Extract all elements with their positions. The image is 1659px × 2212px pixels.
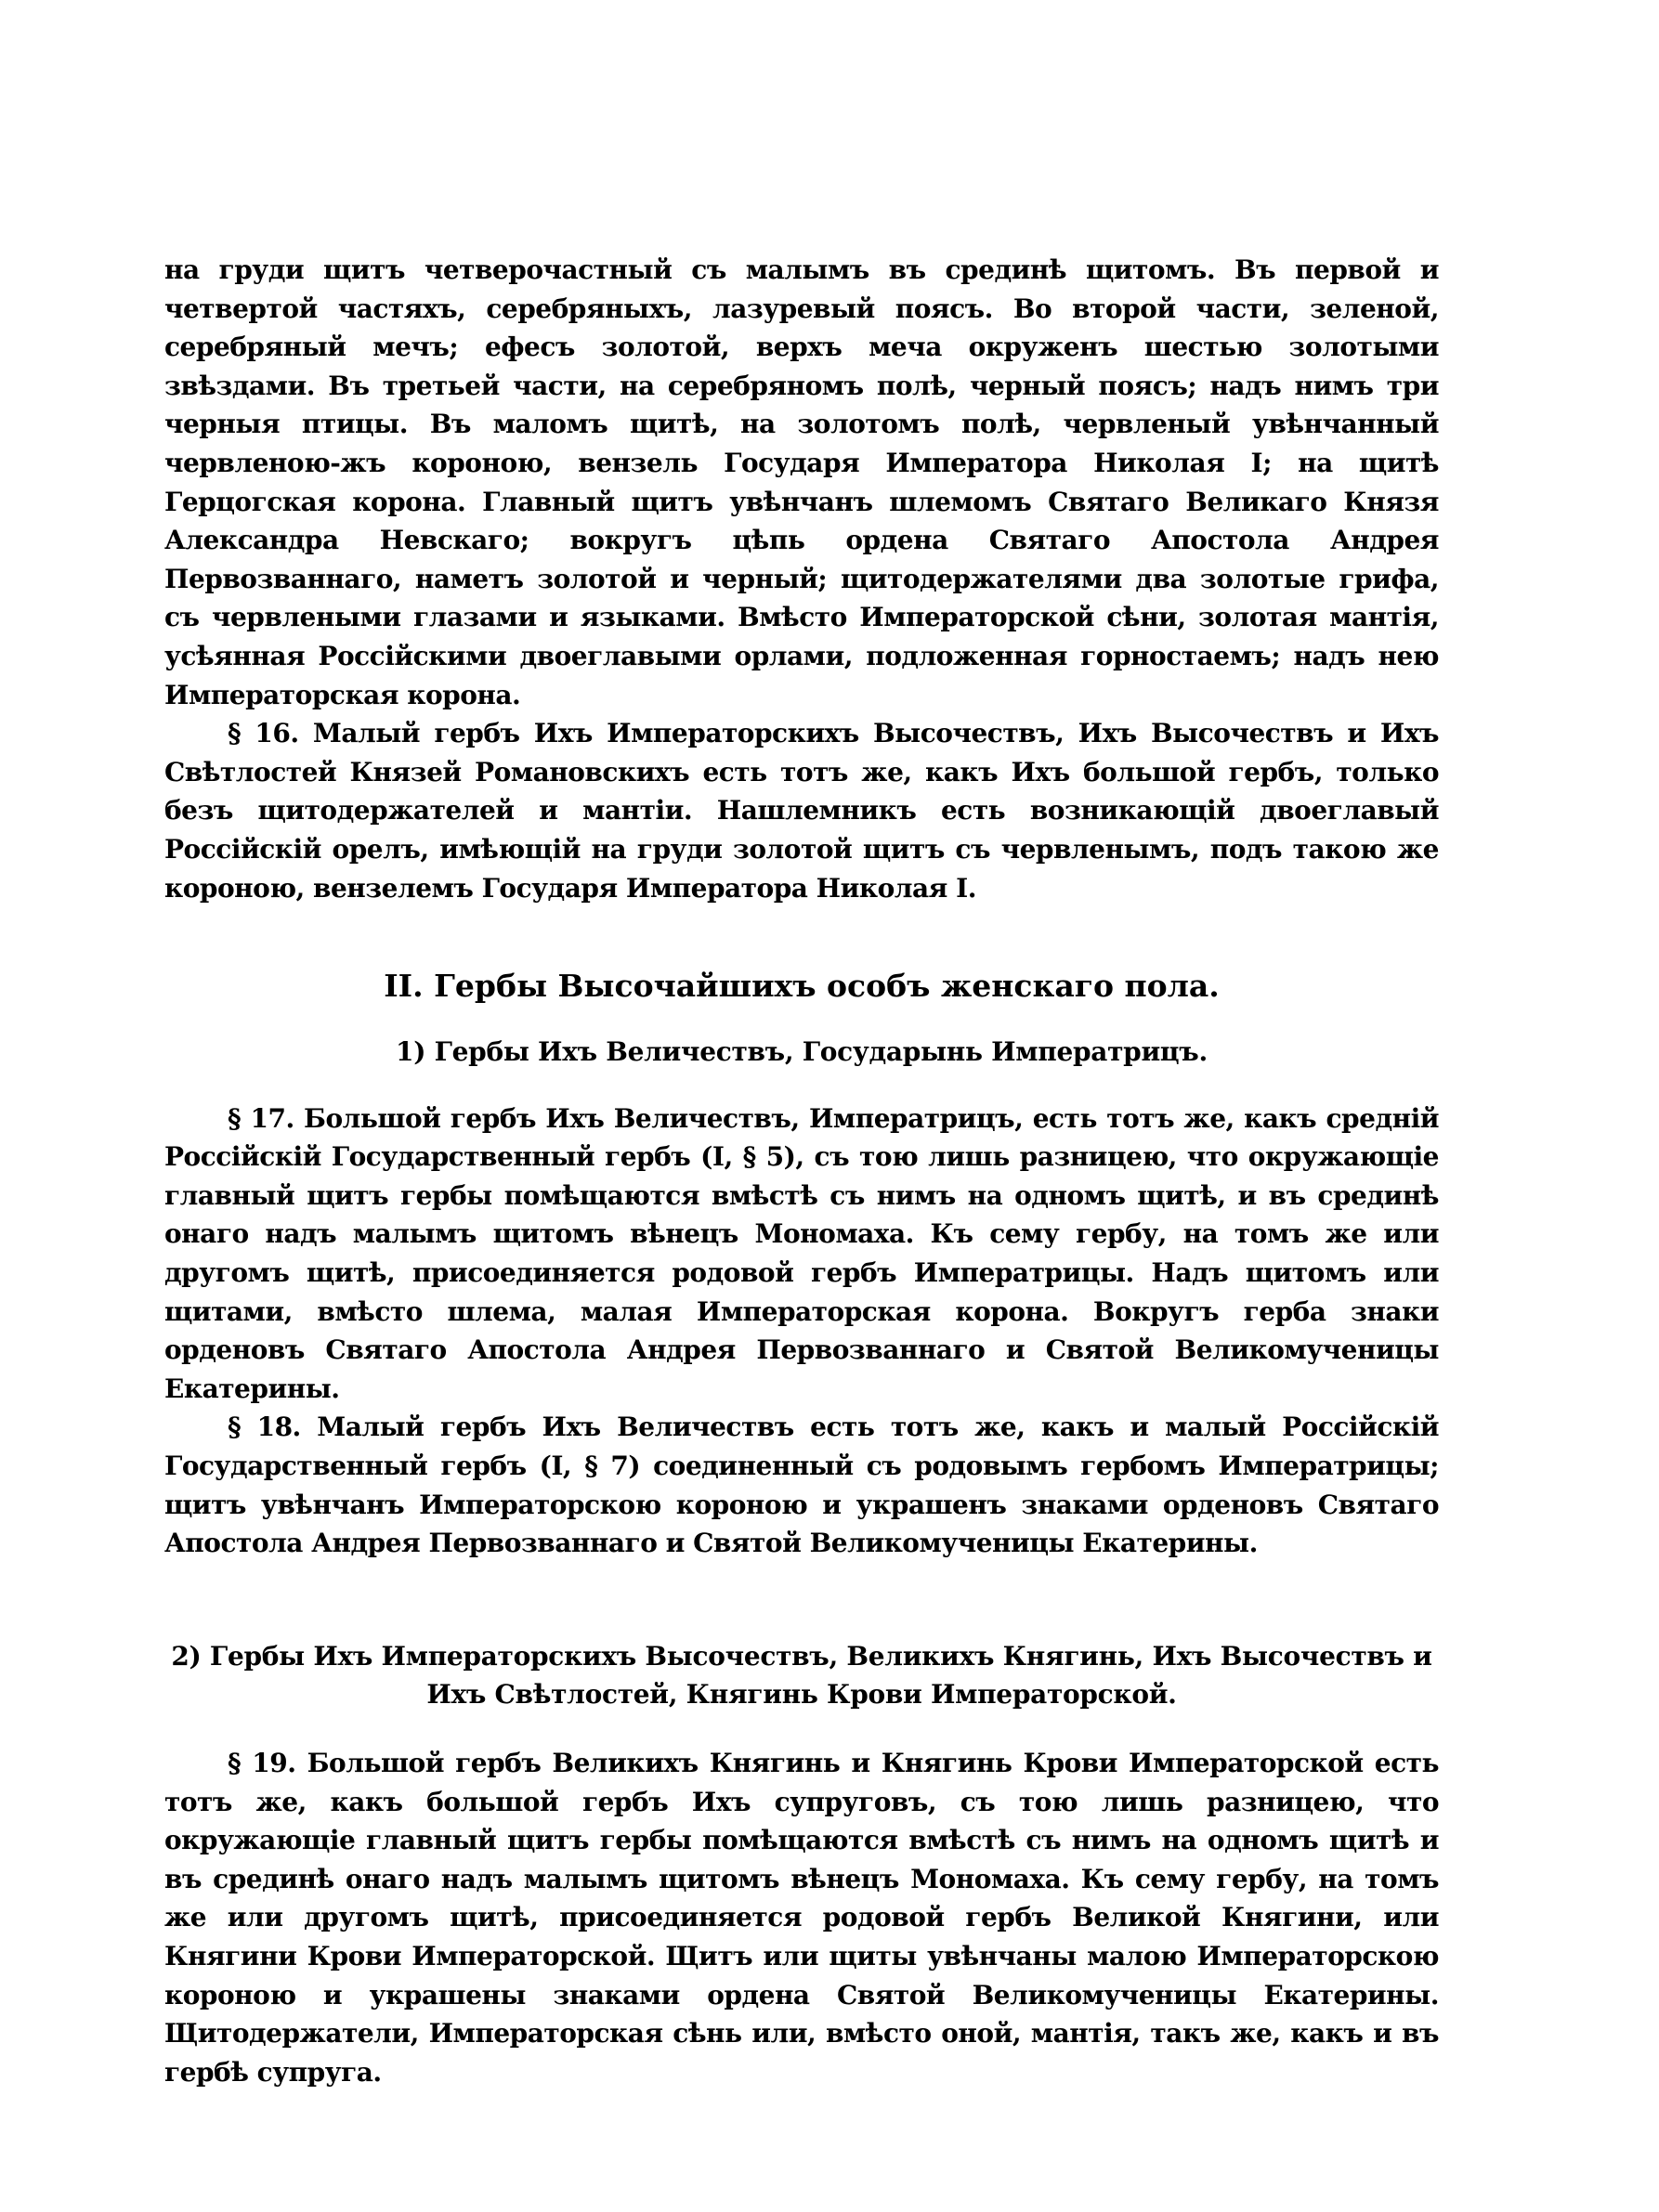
spacer	[164, 1714, 1439, 1744]
section-heading-II: II. Гербы Высочайшихъ особъ женскаго пола.	[384, 968, 1220, 1005]
subsection-heading-1: 1) Гербы Ихъ Величествъ, Государынь Императрицъ.	[396, 1036, 1208, 1068]
subsection-heading-2-line1: 2) Гербы Ихъ Императорскихъ Высочествъ, Великихъ Княгинь, Ихъ Высочествъ и	[171, 1640, 1432, 1672]
subsection-heading-2-line2: Ихъ Свѣтлостей, Княгинь Крови Императорской.	[426, 1679, 1177, 1711]
paragraph-section-18: § 18. Малый гербъ Ихъ Величествъ есть тотъ же, какъ и малый Россійскій Государственный гербъ (I, § 7) соединенный съ родовымъ гербомъ Императрицы; щитъ увѣнчанъ Императорскою короною и украшенъ знаками орденовъ Святаго Апостола Андрея Первозваннаго и Святой Великомученицы Екатерины.	[164, 1412, 1439, 1559]
document-page	[164, 251, 1439, 2091]
spacer	[164, 1007, 1439, 1033]
paragraph-section-16: § 16. Малый гербъ Ихъ Императорскихъ Высочествъ, Ихъ Высочествъ и Ихъ Свѣтлостей Князей Романовскихъ есть тотъ же, какъ Ихъ большой гербъ, только безъ щитодержателей и мантіи. Нашлемникъ есть возникающій двоеглавый Россійскій орелъ, имѣющій на груди золотой щитъ съ червленымъ, подъ такою же короною, вензелемъ Государя Императора Николая I.	[164, 718, 1439, 904]
paragraph-section-17: § 17. Большой гербъ Ихъ Величествъ, Императрицъ, есть тотъ же, какъ средній Россійскій Государственный гербъ (I, § 5), съ тою лишь разницею, что окружающіе главный щитъ гербы помѣщаются вмѣстѣ съ нимъ на одномъ щитѣ, и въ срединѣ онаго надъ малымъ щитомъ вѣнецъ Мономаха. Къ сему гербу, на томъ же или другомъ щитѣ, присоединяется родовой гербъ Императрицы. Надъ щитомъ или щитами, вмѣсто шлема, малая Императорская корона. Вокругъ герба знаки орденовъ Святаго Апостола Андрея Первозваннаго и Святой Великомученицы Екатерины.	[164, 1102, 1439, 1404]
paragraph-section-19: § 19. Большой гербъ Великихъ Княгинь и Княгинь Крови Императорской есть тотъ же, какъ большой гербъ Ихъ супруговъ, съ тою лишь разницею, что окружающіе главный щитъ гербы помѣщаются вмѣстѣ съ нимъ на одномъ щитѣ и въ срединѣ онаго надъ малымъ щитомъ вѣнецъ Мономаха. Къ сему гербу, на томъ же или другомъ щитѣ, присоединяется родовой гербъ Великой Княгини, или Княгини Крови Императорской. Щитъ или щиты увѣнчаны малою Императорскою короною и украшены знаками ордена Святой Великомученицы Екатерины. Щитодержатели, Императорская сѣнь или, вмѣсто оной, мантія, такъ же, какъ и въ гербѣ супруга.	[164, 1748, 1439, 2088]
spacer	[164, 907, 1439, 966]
spacer	[164, 1563, 1439, 1637]
subsection-heading-2	[164, 1637, 1439, 1714]
spacer	[164, 1072, 1439, 1099]
paragraph-intro-continuation: на груди щитъ четверочастный съ малымъ въ срединѣ щитомъ. Въ первой и четвертой частяхъ, серебряныхъ, лазуревый поясъ. Во второй части, зеленой, серебряный мечъ; ефесъ золотой, верхъ меча окруженъ шестью золотыми звѣздами. Въ третьей части, на серебряномъ полѣ, черный поясъ; надъ нимъ три черныя птицы. Въ маломъ щитѣ, на золотомъ полѣ, червленый увѣнчанный червленою-жъ короною, вензель Государя Императора Николая I; на щитѣ Герцогская корона. Главный щитъ увѣнчанъ шлемомъ Святаго Великаго Князя Александра Невскаго; вокругъ цѣпь ордена Святаго Апостола Андрея Первозваннаго, наметъ золотой и черный; щитодержателями два золотые грифа, съ червлеными глазами и языками. Вмѣсто Императорской сѣни, золотая мантія, усѣянная Россійскими двоеглавыми орлами, подложенная горностаемъ; надъ нею Императорская корона.	[164, 254, 1439, 710]
